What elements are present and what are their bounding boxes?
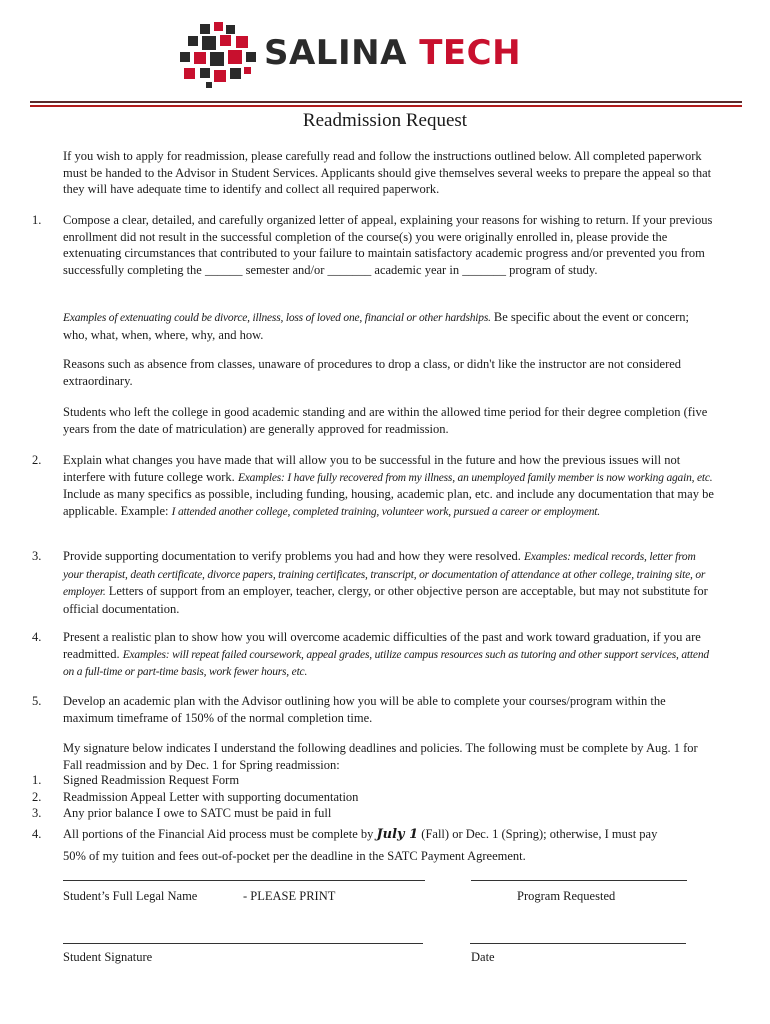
item-2-part2: Include as many specifics as possible, including funding, housing, academic plan, etc. and include any documentation that may be applicable. Example: xyxy=(63,487,714,518)
item-4-number: 4. xyxy=(32,630,42,644)
deadline-2-number: 2. xyxy=(32,790,42,804)
item-2-example2: I attended another college, completed training, volunteer work, pursued a career or employment. xyxy=(171,505,600,518)
deadline-4-number: 4. xyxy=(32,827,42,841)
deadline-4-part2: (Fall) or Dec. 1 (Spring); otherwise, I must pay xyxy=(418,827,658,841)
date-field-label: Date xyxy=(471,950,495,964)
item-2-text xyxy=(63,452,715,520)
deadline-1-text: Signed Readmission Request Form xyxy=(63,773,240,787)
item-3-example1: Examples: medical records, letter from your therapist, death certificate, divorce papers, training certificates, transcript, or documentation of attendance at other college, training site, or employer. xyxy=(63,551,706,598)
header-rule-red xyxy=(30,105,742,107)
name-field-line[interactable] xyxy=(63,880,425,881)
handwritten-date: July 1 xyxy=(376,827,419,842)
salina-tech-logo xyxy=(178,22,568,88)
item-4-part1: Present a realistic plan to show how you will overcome academic difficulties of the past and work toward graduation, if you are readmitted. xyxy=(63,630,701,661)
deadline-3-text: Any prior balance I owe to SATC must be paid in full xyxy=(63,806,332,820)
print-instruction-label: - PLEASE PRINT xyxy=(243,889,336,903)
program-field-label: Program Requested xyxy=(517,889,616,903)
logo-wordmark xyxy=(264,33,522,73)
signature-field-line[interactable] xyxy=(63,943,423,944)
deadline-4-text xyxy=(63,826,733,844)
item-3-number: 3. xyxy=(32,549,42,563)
item-3-part2: Letters of support from an employer, teacher, clergy, or other objective person are acceptable, but may not substitute for official documentation. xyxy=(63,584,708,616)
reasons-paragraph: Reasons such as absence from classes, unaware of procedures to drop a class, or didn't like the instructor are not considered extraordinary. xyxy=(63,357,682,388)
intro-paragraph: If you wish to apply for readmission, please carefully read and follow the instructions outlined below. All completed paperwork must be handed to the Advisor in Student Services. Applicants should give themselves several weeks to prepare the appeal so that they will have adequate time to identify and collect all required paperwork. xyxy=(63,149,712,196)
item-1-text: Compose a clear, detailed, and carefully organized letter of appeal, explaining your reasons for wishing to return. If your previous enrollment did not result in the successful completion of the course(s) you were originally enrolled in, please provide the extenuating circumstances that contributed to your failure to maintain satisfactory academic progress and/or prevented you from successfully completing the ______ semester and/or _______ academic year in _______ program of study. xyxy=(63,213,713,277)
item-5-number: 5. xyxy=(32,694,42,708)
deadline-4-text-continued: 50% of my tuition and fees out-of-pocket per the deadline in the SATC Payment Agreement. xyxy=(63,849,526,863)
students-paragraph: Students who left the college in good academic standing and are within the allowed time period for their degree completion (five years from the date of matriculation) are generally approved for readmission. xyxy=(63,405,708,436)
item-3-part1: Provide supporting documentation to verify problems you had and how they were resolved. xyxy=(63,549,525,563)
examples-italic: Examples of extenuating could be divorce, illness, loss of loved one, financial or other hardships. xyxy=(63,312,491,324)
program-field-line[interactable] xyxy=(471,880,687,881)
item-1-number: 1. xyxy=(32,213,42,227)
logo-word-salina: SALINA xyxy=(264,33,407,73)
item-2-part1: Explain what changes you have made that will allow you to be successful in the future and how the previous issues will not interfere with future college work. xyxy=(63,453,681,484)
signature-field-label: Student Signature xyxy=(63,950,153,964)
item-4-example1: Examples: will repeat failed coursework, appeal grades, utilize campus resources such as tutoring and other support services, attend on a full-time or part-time basis, work fewer hours, etc. xyxy=(63,648,709,678)
header-rule-dark xyxy=(30,101,742,103)
page-title: Readmission Request xyxy=(302,110,468,131)
deadline-4-part1: All portions of the Financial Aid process must be complete by xyxy=(63,827,377,841)
item-3-text xyxy=(63,548,715,617)
deadline-3-number: 3. xyxy=(32,806,42,820)
item-2-example1: Examples: I have fully recovered from my illness, an unemployed family member is now working again, etc. xyxy=(237,471,713,484)
examples-paragraph xyxy=(63,309,715,343)
item-5-text: Develop an academic plan with the Advisor outlining how you will be able to complete your courses/program within the maximum timeframe of 150% of the normal completion time. xyxy=(63,694,666,725)
logo-mark-icon xyxy=(178,22,258,88)
date-field-line[interactable] xyxy=(470,943,686,944)
deadline-2-text: Readmission Appeal Letter with supporting documentation xyxy=(63,790,359,804)
item-4-text xyxy=(63,629,715,681)
item-2-number: 2. xyxy=(32,453,42,467)
logo-word-tech: TECH xyxy=(419,33,522,73)
examples-text: Be specific about the event or concern; who, what, when, where, why, and how. xyxy=(63,310,689,342)
signature-paragraph: My signature below indicates I understand the following deadlines and policies. The following must be complete by Aug. 1 for Fall readmission and by Dec. 1 for Spring readmission: xyxy=(63,741,698,772)
deadline-1-number: 1. xyxy=(32,773,42,787)
name-field-label: Student’s Full Legal Name xyxy=(63,889,198,903)
